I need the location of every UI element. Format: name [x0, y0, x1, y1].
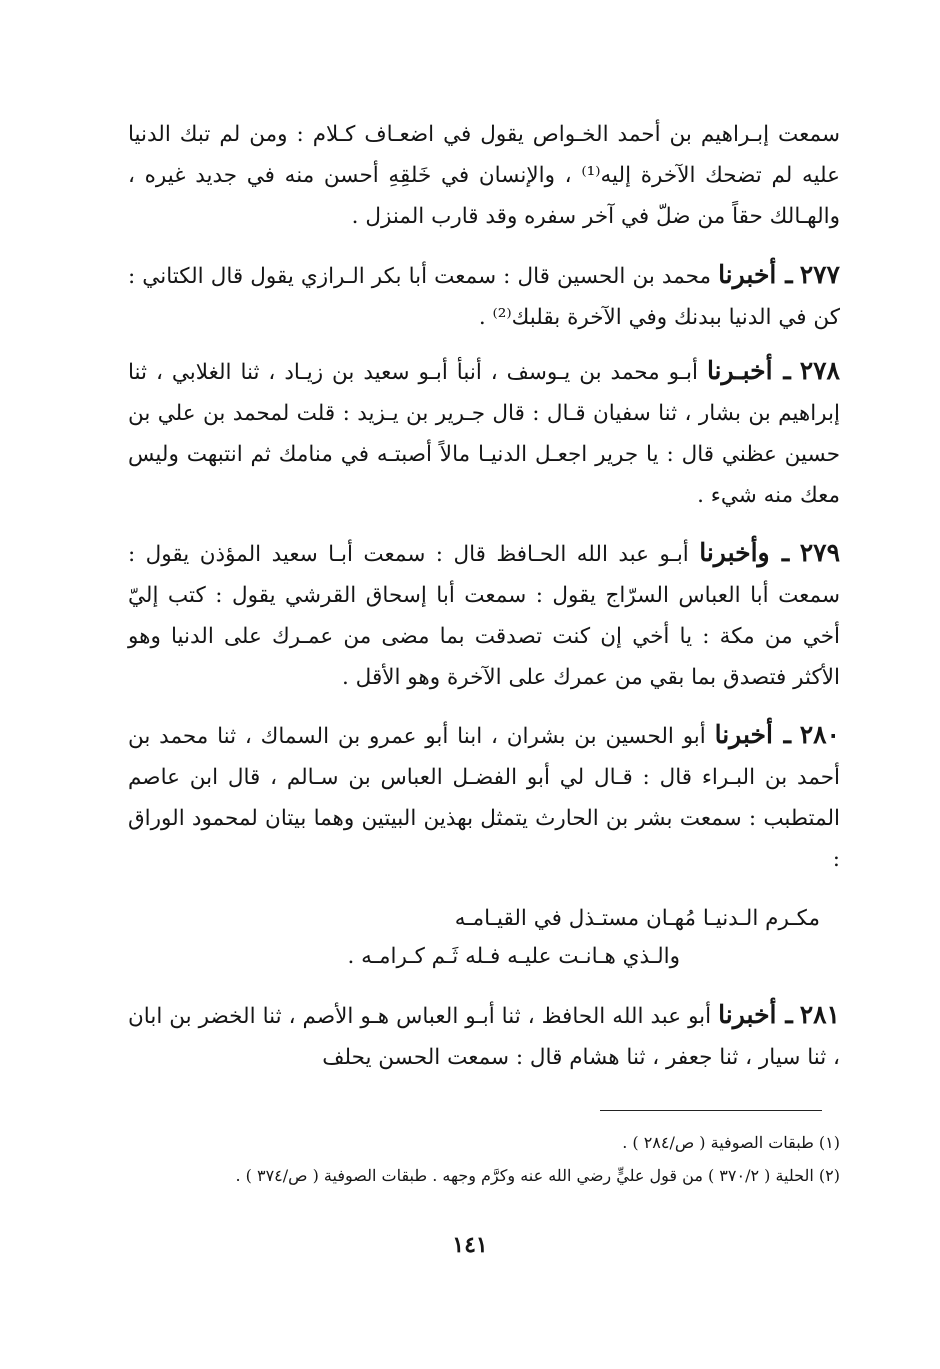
entry-text: أبـو محمد بن يـوسف ، أنبأ أبـو سعيد بن زيـاد ، ثنا الغلابي ، ثنا إبراهيم بن بشار ، ثنا سفيان قـال : قال جـرير بن يـزيد : قلت لمحمد بن علي بن حسين عظني قال : يا جرير اجعـل الدنيـا مالاً أصبتـه في منامك ثم انتبهت وليس معك منه شيء .	[128, 360, 840, 508]
entry-text: أبو الحسين بن بشران ، ابنا أبو عمرو بن السماك ، ثنا محمد بن أحمد بن البـراء قال : قـال لي أبو الفضـل العباس بن سـالم ، قال ابن عاصم المتطبب : سمعت بشر بن الحارث يتمثل بهذين البيتين وهما بيتان لمحمود الوراق :	[128, 724, 840, 872]
entry-number: ٢٧٨	[799, 356, 840, 385]
entry-number: ٢٨١	[799, 1000, 840, 1029]
footnote-1: (١) طبقات الصوفية ( ص/٢٨٤ ) .	[622, 1133, 840, 1152]
verse-line-2: والـذي هـانـت عليـه فـله ثَـم كـرامـه .	[347, 944, 680, 969]
entry-keyword: ـ أخبرنا	[714, 720, 791, 749]
intro-paragraph	[128, 114, 840, 237]
footnote-2: (٢) الحلية ( ٣٧٠/٢ ) من قول عليٍّ رضي الله عنه وكرَّم وجهه . طبقات الصوفية ( ص/٣٧٤ ) .	[235, 1166, 840, 1185]
entry-keyword: ـ وأخبرنا	[699, 538, 790, 567]
entry-number: ٢٨٠	[799, 720, 840, 749]
entry-number: ٢٧٩	[799, 538, 841, 567]
entry-text: أبو عبد الله الحافظ ، ثنا أبـو العباس هـو الأصم ، ثنا الخضر بن ابان ، ثنا سيار ، ثنا جعفر ، ثنا هشام قال : سمعت الحسن يحلف	[128, 1004, 840, 1070]
footnotes	[128, 1126, 840, 1192]
entry-keyword: ـ أخبرنا	[718, 260, 793, 289]
entry-keyword: ـ أخبرنا	[718, 1000, 793, 1029]
entry-number: ٢٧٧	[799, 260, 840, 289]
entry-keyword: ـ أخبـرنا	[706, 356, 791, 385]
entry-281	[128, 994, 840, 1078]
intro-text: سمعت إبـراهيم بن أحمد الخـواص يقول في اضعـاف كـلام : ومن لم تبك الدنيا عليه لم تضحك الآخرة إليه⁽¹⁾ ، والإنسان في خَلقِهِ أحسن منه في جديد غيره ، والهـالك حقاً من ضلّ في آخر سفره وقد قارب المنزل .	[128, 122, 841, 229]
entry-text: أبـو عبد الله الحـافظ قال : سمعت أبـا سعيد المؤذن يقول : سمعت أبا العباس السرّاج يقول : سمعت أبا إسحاق القرشي يقول : كتب إليّ أخي من مكة : يا أخي إن كنت تصدقت بما مضى من عمـرك على الدنيا وهو الأكثر فتصدق بما بقي من عمرك على الآخرة وهو الأقل .	[128, 542, 840, 690]
entry-277	[128, 254, 840, 338]
entry-280	[128, 714, 840, 880]
footnote-separator	[600, 1110, 822, 1111]
entry-278	[128, 350, 840, 516]
verse-line-1: مكـرم الـدنيـا مُهـان مستـذل في القيـامـه	[454, 906, 820, 931]
page-number: ١٤١	[452, 1232, 488, 1258]
entry-text: محمد بن الحسين قال : سمعت أبا بكر الـرازي يقول قال الكتاني : كن في الدنيا ببدنك وفي الآخرة بقلبك⁽²⁾ .	[128, 264, 840, 330]
entry-279	[128, 532, 840, 698]
